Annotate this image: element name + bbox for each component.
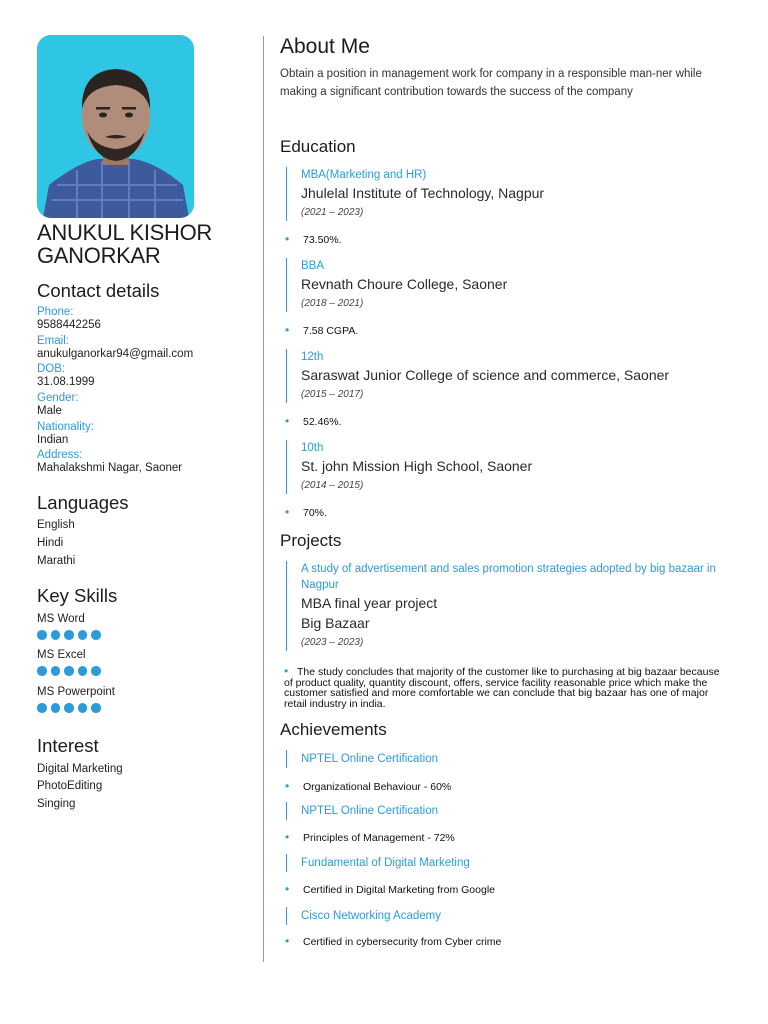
education-entry [286,440,532,494]
project-dates: (2023 – 2023) [301,637,364,648]
project-entry [286,561,731,651]
skill-rating [37,703,101,713]
education-result [285,414,342,428]
skill-dot [37,630,47,640]
bullet-icon: • [285,934,290,948]
skill-rating [37,666,101,676]
about-heading: About Me [280,35,370,58]
language-item: English [37,519,75,531]
education-institute: Revnath Choure College, Saoner [301,276,508,292]
achievement-detail [285,882,495,896]
gender-value: Male [37,405,62,417]
profile-photo [37,35,194,218]
education-institute: Jhulelal Institute of Technology, Nagpur [301,185,545,201]
education-heading: Education [280,137,356,156]
address-label: Address: [37,449,83,461]
nationality-label: Nationality: [37,421,94,433]
education-result-text: 52.46%. [303,416,342,428]
education-institute: Saraswat Junior College of science and commerce, Saoner [301,367,670,383]
nationality-value: Indian [37,434,69,446]
education-entry [286,349,669,403]
languages-heading: Languages [37,492,129,513]
phone-label: Phone: [37,306,74,318]
skill-name: MS Excel [37,649,86,661]
interest-item: Singing [37,798,76,810]
email-value: anukulganorkar94@gmail.com [37,348,194,360]
achievement-detail-text: Certified in cybersecurity from Cyber crime [303,936,502,948]
skill-dot [91,703,101,713]
achievement-title: NPTEL Online Certification [286,802,438,820]
about-text: Obtain a position in management work for company in a responsible man-ner while making a significant contribution towards the success of the company [280,68,702,98]
education-result [285,505,327,519]
education-dates: (2018 – 2021) [301,298,364,309]
email-label: Email: [37,335,69,347]
education-result-text: 7.58 CGPA. [303,325,359,337]
skill-dot [37,703,47,713]
bullet-icon: • [285,505,290,519]
bullet-icon: • [285,779,290,793]
bullet-icon: • [285,830,290,844]
phone-value: 9588442256 [37,319,101,331]
education-dates: (2015 – 2017) [301,389,364,400]
education-result-text: 73.50%. [303,234,342,246]
profile-photo-illustration [37,35,194,218]
candidate-name: ANUKUL KISHOR GANORKAR [37,220,212,268]
achievement-detail [285,779,451,793]
education-dates: (2014 – 2015) [301,480,364,491]
achievement-title: Fundamental of Digital Marketing [286,854,470,872]
skill-rating [37,630,101,640]
bullet-icon: • [284,664,289,678]
skill-dot [51,666,61,676]
skills-heading: Key Skills [37,585,118,606]
skill-dot [91,630,101,640]
achievement-detail-text: Certified in Digital Marketing from Google [303,884,495,896]
education-degree: 12th [301,351,324,363]
column-divider [263,36,264,962]
skill-dot [37,666,47,676]
education-entry [286,167,544,221]
education-institute: St. john Mission High School, Saoner [301,458,533,474]
education-degree: 10th [301,442,324,454]
achievement-title: NPTEL Online Certification [286,750,438,768]
project-title: A study of advertisement and sales promotion strategies adopted by big bazaar in Nagpur [301,563,716,591]
interest-item: PhotoEditing [37,780,103,792]
education-result [285,232,342,246]
skill-dot [78,666,88,676]
skill-dot [64,703,74,713]
language-item: Marathi [37,555,76,567]
achievement-title: Cisco Networking Academy [286,907,441,925]
bullet-icon: • [285,414,290,428]
skill-dot [64,666,74,676]
achievement-detail-text: Principles of Management - 72% [303,832,455,844]
education-result-text: 70%. [303,507,327,519]
project-description [284,666,724,709]
education-degree: MBA(Marketing and HR) [301,169,427,181]
achievements-heading: Achievements [280,720,387,739]
education-result [285,323,358,337]
achievement-detail [285,830,455,844]
contact-heading: Contact details [37,280,160,301]
gender-label: Gender: [37,392,79,404]
skill-dot [78,630,88,640]
project-company: Big Bazaar [301,615,370,631]
education-entry [286,258,507,312]
bullet-icon: • [285,882,290,896]
skill-dot [51,703,61,713]
education-dates: (2021 – 2023) [301,207,364,218]
projects-heading: Projects [280,531,342,550]
skill-dot [51,630,61,640]
skill-name: MS Powerpoint [37,686,115,698]
skill-dot [78,703,88,713]
address-value: Mahalakshmi Nagar, Saoner [37,462,183,474]
dob-value: 31.08.1999 [37,376,95,388]
project-description-text: The study concludes that majority of the customer like to purchasing at big bazaar because of product quality, quantity discount, offers, service facility reasonable price which make the customer satisfied and more comfortable we can conclude that big bazaar has one of major retail industry in india. [284,666,720,710]
skill-name: MS Word [37,613,85,625]
skill-dot [91,666,101,676]
project-subtitle: MBA final year project [301,595,438,611]
achievement-detail-text: Organizational Behaviour - 60% [303,781,452,793]
education-degree: BBA [301,260,325,272]
bullet-icon: • [285,323,290,337]
language-item: Hindi [37,537,64,549]
achievement-detail [285,934,501,948]
dob-label: DOB: [37,363,66,375]
skill-dot [64,630,74,640]
interest-item: Digital Marketing [37,763,123,775]
interest-heading: Interest [37,735,99,756]
bullet-icon: • [285,232,290,246]
